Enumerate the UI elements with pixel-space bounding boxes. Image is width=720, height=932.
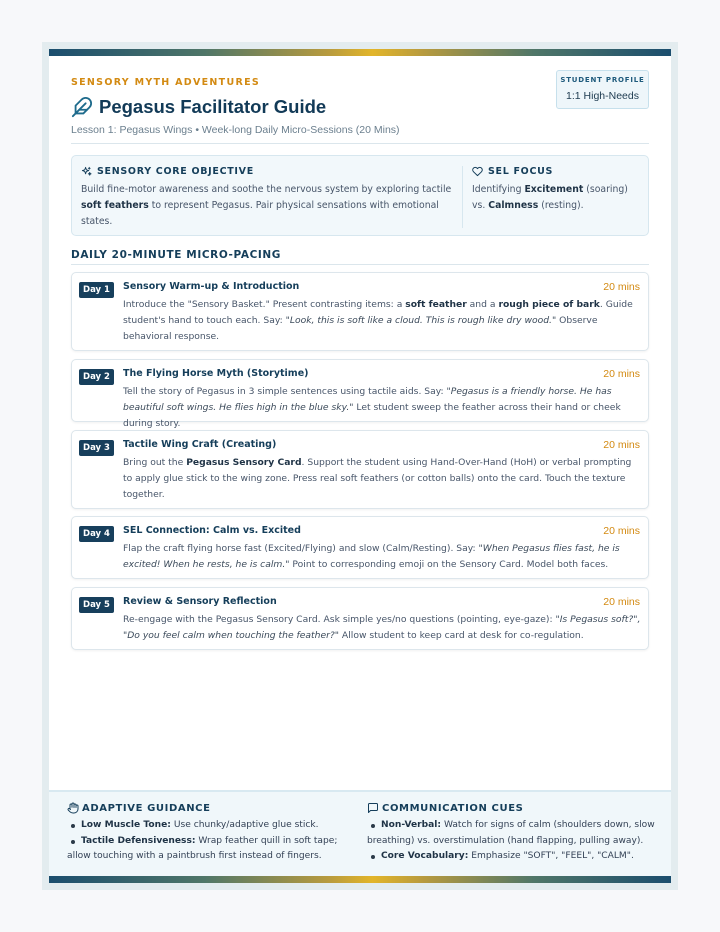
day-duration: 20 mins <box>603 596 640 608</box>
body-quote: "When Pegasus flies fast, he is excited! When he rests, he is calm." <box>123 543 620 570</box>
objective-box <box>71 155 649 236</box>
series-label: SENSORY MYTH ADVENTURES <box>71 77 261 88</box>
day-card <box>71 359 649 429</box>
student-profile-badge <box>556 70 649 109</box>
list-item <box>67 834 342 865</box>
day-description <box>123 297 643 344</box>
sel-emphasis-2: Calmness <box>488 200 539 211</box>
item-text: Watch for signs of calm (shoulders down, slow breathing) vs. overstimulation (hand flapping, pulling away). <box>367 820 655 846</box>
item-text: Wrap feather quill in soft tape; allow touching with a paintbrush first instead of fingers. <box>67 835 338 861</box>
list-item <box>67 818 342 834</box>
sel-focus-text <box>472 182 642 214</box>
core-objective-title: SENSORY CORE OBJECTIVE <box>97 166 254 177</box>
sel-text-2: (soaring) vs. <box>472 184 628 211</box>
objective-divider <box>462 166 463 228</box>
profile-value: 1:1 High-Needs <box>566 90 639 102</box>
body-emphasis: Pegasus Sensory Card <box>186 457 302 468</box>
objective-text-1: Build fine-motor awareness and soothe the nervous system by exploring tactile <box>81 184 452 195</box>
core-objective <box>81 166 453 230</box>
item-label: Low Muscle Tone: <box>81 820 171 830</box>
body-text: . Support the student using Hand-Over-Hand (HoH) or verbal prompting to apply glue stick to the wing zone. Press real soft feathers (or cotton balls) onto the card. Touch the texture together. <box>123 457 632 500</box>
guide-page <box>49 49 671 883</box>
day-card <box>71 516 649 579</box>
divider <box>71 264 649 265</box>
sel-emphasis-1: Excitement <box>524 184 584 195</box>
communication-cues-heading <box>367 802 662 814</box>
day-badge: Day 3 <box>79 440 114 456</box>
body-text: Bring out the <box>123 457 187 468</box>
day-card <box>71 587 649 650</box>
page-title: Pegasus Facilitator Guide <box>99 96 327 117</box>
day-duration: 20 mins <box>603 525 640 537</box>
item-label: Core Vocabulary: <box>381 851 469 861</box>
item-label: Non-Verbal: <box>381 820 442 830</box>
body-text: and a <box>466 299 499 310</box>
body-text: Observe behavioral response. <box>123 314 598 342</box>
communication-list <box>367 818 662 865</box>
day-card <box>71 430 649 509</box>
body-text: Tell the story of Pegasus in 3 simple sentences using tactile aids. Say: <box>123 386 447 397</box>
hand-icon <box>67 802 79 814</box>
lesson-subtitle: Lesson 1: Pegasus Wings • Week-long Daily Micro-Sessions (20 Mins) <box>71 124 400 136</box>
sel-text-3: (resting). <box>538 200 584 211</box>
day-duration: 20 mins <box>603 281 640 293</box>
core-objective-text <box>81 182 453 230</box>
sel-text-1: Identifying <box>472 184 525 195</box>
day-description <box>123 384 643 431</box>
day-title: Sensory Warm-up & Introduction <box>123 281 300 292</box>
feather-icon <box>71 96 93 118</box>
sel-focus-title: SEL FOCUS <box>488 166 554 177</box>
sel-focus <box>472 166 642 214</box>
list-item <box>367 849 662 865</box>
footer <box>49 790 671 876</box>
day-description <box>123 612 643 644</box>
sparkle-icon <box>81 166 92 177</box>
body-text: Allow student to keep card at desk for co-regulation. <box>339 629 584 641</box>
core-objective-heading <box>81 166 453 177</box>
profile-label: STUDENT PROFILE <box>560 76 645 84</box>
body-text: . Guide student's hand to touch each. Say: <box>123 299 633 326</box>
communication-cues-title: COMMUNICATION CUES <box>382 802 524 814</box>
day-badge: Day 5 <box>79 597 114 613</box>
day-duration: 20 mins <box>603 439 640 451</box>
objective-text-2: to represent Pegasus. Pair physical sensations with emotional states. <box>81 200 439 227</box>
body-text: Introduce the "Sensory Basket." Present contrasting items: a <box>123 299 406 310</box>
adaptive-guidance <box>67 802 342 865</box>
heart-icon <box>472 166 483 177</box>
day-description <box>123 455 643 502</box>
body-text: Let student sweep the feather across their hand or cheek during story. <box>123 401 621 429</box>
body-text: Point to corresponding emoji on the Sensory Card. Model both faces. <box>289 558 609 570</box>
adaptive-guidance-heading <box>67 802 342 814</box>
body-emphasis: rough piece of bark <box>498 299 600 310</box>
list-item <box>367 818 662 849</box>
day-card <box>71 272 649 351</box>
bottom-accent-bar <box>49 876 671 883</box>
day-title: Tactile Wing Craft (Creating) <box>123 439 277 450</box>
item-label: Tactile Defensiveness: <box>81 835 196 846</box>
adaptive-guidance-title: ADAPTIVE GUIDANCE <box>82 802 211 814</box>
body-quote: "Is Pegasus soft?", "Do you feel calm when touching the feather?" <box>123 614 641 641</box>
body-text: Re-engage with the Pegasus Sensory Card. Ask simple yes/no questions (pointing, eye-gaze): <box>123 614 556 625</box>
item-text: Use chunky/adaptive glue stick. <box>170 820 319 830</box>
day-title: Review & Sensory Reflection <box>123 596 277 607</box>
day-description <box>123 541 643 573</box>
day-title: The Flying Horse Myth (Storytime) <box>123 368 309 379</box>
day-title: SEL Connection: Calm vs. Excited <box>123 525 301 536</box>
body-text: Flap the craft flying horse fast (Excited/Flying) and slow (Calm/Resting). Say: <box>123 543 479 554</box>
pacing-section-title: DAILY 20-MINUTE MICRO-PACING <box>71 249 281 261</box>
top-accent-bar <box>49 49 671 56</box>
sel-focus-heading <box>472 166 642 177</box>
day-badge: Day 2 <box>79 369 114 385</box>
body-quote: "Pegasus is a friendly horse. He has beautiful soft wings. He flies high in the blue sky." <box>123 386 612 413</box>
communication-cues <box>367 802 662 865</box>
day-badge: Day 1 <box>79 282 114 298</box>
objective-emphasis: soft feathers <box>81 200 149 211</box>
day-badge: Day 4 <box>79 526 114 542</box>
divider <box>71 143 649 144</box>
adaptive-list <box>67 818 342 865</box>
body-emphasis: soft feather <box>405 299 467 310</box>
item-text: Emphasize "SOFT", "FEEL", "CALM". <box>468 851 634 861</box>
speech-bubble-icon <box>367 802 379 814</box>
day-duration: 20 mins <box>603 368 640 380</box>
body-quote: "Look, this is soft like a cloud. This is rough like dry wood." <box>285 314 557 326</box>
